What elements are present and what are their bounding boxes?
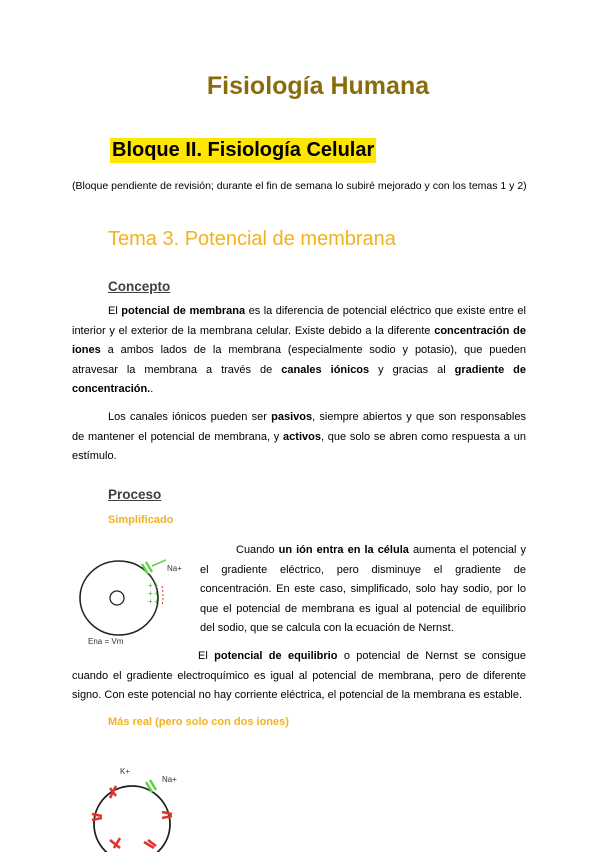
svg-text:+: + [148,589,153,598]
svg-text:+: + [154,581,159,590]
potassium-channel-icon [144,840,156,848]
subsection-mas-real: Más real (pero solo con dos iones) [108,716,289,728]
revision-note: (Bloque pendiente de revisión; durante el fin de semana lo subiré mejorado y con los temas 1 y 2) [72,180,527,192]
cell-diagram-simplified [72,548,192,658]
nernst-equation-label: Ena = Vm [88,637,124,646]
concepto-paragraph-1: El potencial de membrana es la diferencia de potencial eléctrico que existe entre el interior y el exterior de la membrana celular. Existe debido a la diferente concentración de iones a ambos lados de la membrana (especialmente sodio y potasio), que pueden atravesar la membrana a través de canales iónicos y gracias al gradiente de concentración.. [72,305,527,395]
svg-text:+: + [148,581,153,590]
sodium-channel-icon [142,562,152,574]
sodium-label: Na+ [162,775,177,784]
svg-text:+: + [148,597,153,606]
negative-charges-icon [162,586,163,606]
potassium-channel-icon [92,814,102,820]
svg-text:+: + [154,597,159,606]
potassium-channel-icon [110,838,120,848]
proceso-paragraph-2: El potencial de equilibrio o potencial de Nernst se consigue cuando el gradiente electroquímico es igual al potencial de membrana, pero de diferente signo. Con este potencial no hay corriente eléctrica, el potencial de la membrana es estable. [72,650,526,701]
subsection-simplificado: Simplificado [108,514,174,526]
topic-title: Tema 3. Potencial de membrana [108,228,396,250]
positive-charges-icon [148,581,159,606]
potassium-channel-icon [162,812,172,818]
proceso-paragraph-1: Cuando un ión entra en la célula aumenta el potencial y el gradiente eléctrico, pero disminuye el gradiente de concentración. En este caso, simplificado, solo hay sodio, por lo que el potencial de membrana es igual al potencial de equilibrio del sodio, que se calcula con la ecuación de Nernst. [200,544,526,634]
cell-diagram-two-ions [86,762,196,852]
svg-text:+: + [154,589,159,598]
section-heading-concepto: Concepto [108,279,171,294]
cell-membrane-circle [94,786,170,852]
block-title: Bloque II. Fisiología Celular [112,139,375,161]
ion-label: Na+ [167,564,182,573]
document-title: Fisiología Humana [206,72,430,100]
concepto-paragraph-2: Los canales iónicos pueden ser pasivos, siempre abiertos y que son responsables de mantener el potencial de membrana, y activos, que solo se abren como respuesta a un estímulo. [72,411,527,462]
nucleus-circle [110,591,124,605]
channel-arrow-icon [152,560,166,566]
potassium-label: K+ [120,767,131,776]
section-heading-proceso: Proceso [108,487,162,502]
